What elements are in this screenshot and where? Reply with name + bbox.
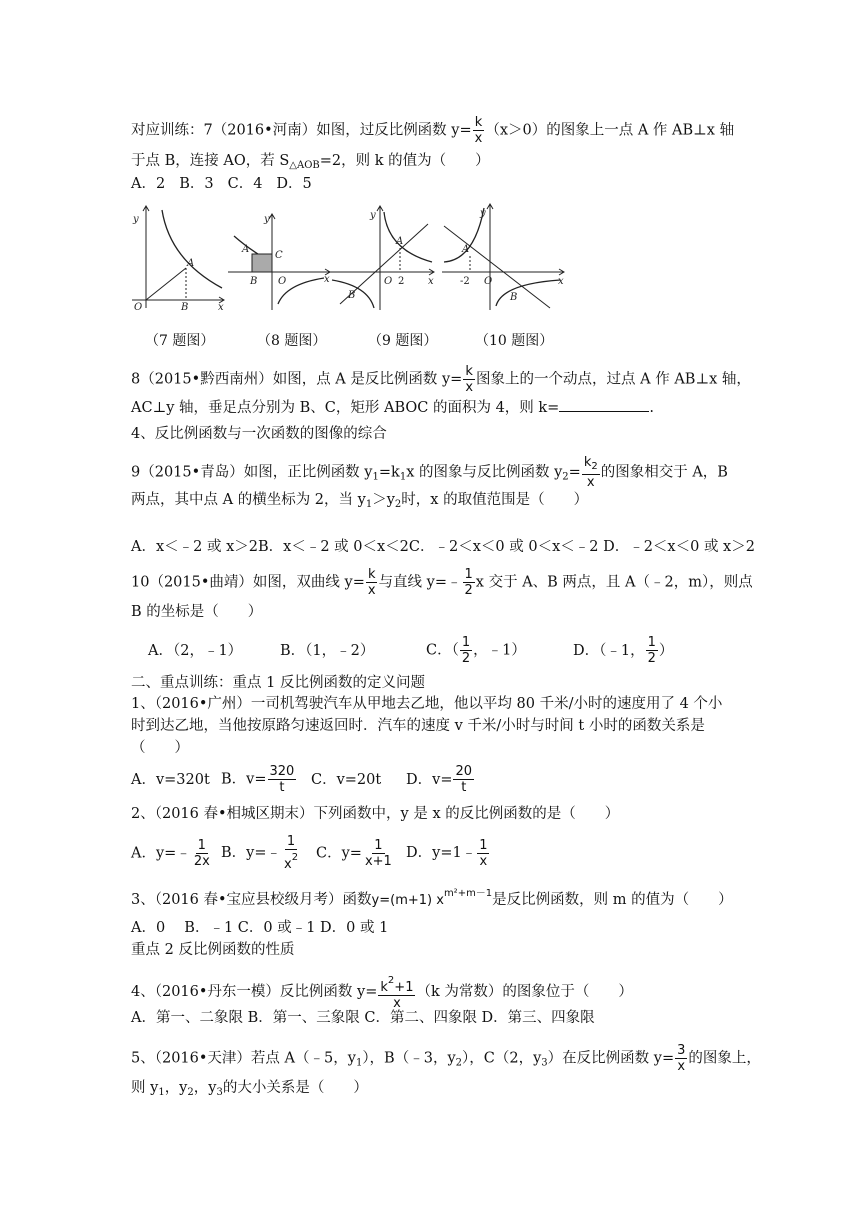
q8-answer-blank[interactable]: [559, 411, 649, 412]
fig10-y-label: y: [480, 208, 486, 219]
q9-line1: 9（2015•青岛）如图，正比例函数 $y_1=k_1x$ 的图象与反比例函数 $y_2=$ $\frac{k_2}{x}$ 的图象相交于 A，B: [131, 455, 728, 490]
fig10-x-label: x: [558, 276, 564, 287]
fig10-b-label: B: [510, 292, 518, 303]
fig8-x-label: x: [324, 274, 330, 285]
q10-option-a: A．（2，﹣1）: [148, 642, 243, 659]
q7-option-a: A．2: [131, 176, 166, 192]
q10-fraction-1: $\frac{k}{x}$: [367, 567, 376, 598]
fig9-y-label: y: [370, 210, 376, 221]
q7-line1: [131, 115, 734, 146]
caption-fig9: （9 题图）: [368, 333, 438, 349]
q7-option-d: D．5: [276, 176, 312, 192]
figure-10: [440, 200, 570, 312]
fig10-tick-label: -2: [460, 276, 470, 287]
fig10-a-label: A: [462, 244, 470, 255]
fig7-b-label: B: [181, 302, 189, 312]
fig10-origin-label: O: [484, 276, 493, 287]
p1-option-a: A．v=320t: [131, 771, 210, 788]
q8-fraction: $\frac{k}{x}$: [465, 364, 474, 395]
q8-line2: AC⊥y 轴，垂足点分别为 B、C，矩形 ABOC 的面积为 4，则 k= .: [131, 400, 654, 416]
fig7-x-label: x: [218, 302, 224, 312]
q8-number: 8: [131, 371, 141, 388]
q10-line2: B 的坐标是（ ）: [131, 604, 263, 620]
p1-option-d: D．v= $\frac{20}{t}$: [406, 764, 473, 795]
q7-option-c: C．4: [227, 176, 263, 192]
section-4-heading: 4、反比例函数与一次函数的图像的综合: [131, 426, 387, 442]
p2-option-b: B．y=﹣ $\frac{1}{x^2}$: [221, 834, 299, 872]
fig7-y-label: y: [133, 214, 139, 225]
fig7-origin-label: O: [134, 302, 143, 312]
q7-line2: 于点 B，连接 AO，若 $S_{\triangle AOB}=2$，则 k 的值为（ ）: [131, 153, 490, 171]
caption-fig7: （7 题图）: [145, 333, 215, 349]
p5-line1: 5、（2016•天津）若点 A（﹣5，$y_1$），B（﹣3，$y_2$），C（2，$y_3$）在反比例函数 y= $\frac{3}{x}$ 的图象上，: [131, 1043, 761, 1074]
q9-number: 9: [131, 464, 141, 481]
fig7-a-label: A: [187, 258, 195, 269]
fig9-tick-label: 2: [398, 276, 405, 287]
p3-line1: 3、（2016 春•宝应县校级月考）函数y=(m+1) $x^{m^2+m-1}$是反比例函数，则 m 的值为（ ）: [131, 888, 733, 908]
q7-option-b: B．3: [179, 176, 214, 192]
q8-line1: 8（2015•黔西南州）如图，点 A 是反比例函数 y= $\frac{k}{x}$ 图象上的一个动点，过点 A 作 AB⊥x 轴，: [131, 364, 751, 395]
q7-fraction: $\frac{k}{x}$: [474, 115, 483, 146]
q10-options: [148, 635, 673, 666]
fig8-y-label: y: [264, 214, 270, 225]
p1-options: [131, 764, 475, 795]
fig8-c-label: C: [275, 250, 283, 261]
q9-options: A．x＜﹣2 或 x＞2B．x＜﹣2 或 0＜x＜2C．﹣2＜x＜0 或 0＜x＜﹣2 D．﹣2＜x＜0 或 x＞2: [131, 539, 755, 555]
q10-number: 10: [131, 574, 150, 591]
p1-line3: （ ）: [131, 740, 189, 756]
q10-option-b: B．（1，﹣2）: [280, 642, 375, 659]
fig8-origin-label: O: [278, 276, 287, 287]
q10-fraction-2: $\frac{1}{2}$: [464, 567, 473, 598]
q10-option-d: D．（﹣1， $\frac{1}{2}$ ）: [573, 635, 674, 666]
p1-option-c: C．v=20t: [311, 771, 382, 788]
p2-option-a: A．y=﹣ $\frac{1}{2x}$: [131, 837, 210, 869]
p1-option-b: B．v= $\frac{320}{t}$: [221, 764, 295, 795]
fig9-origin-label: O: [384, 276, 393, 287]
q7-prefix: 对应训练：: [131, 122, 204, 139]
point-2-heading: 重点 2 反比例函数的性质: [131, 942, 295, 958]
section-2-heading: 二、重点训练：重点 1 反比例函数的定义问题: [131, 675, 425, 691]
figure-7: [128, 200, 228, 312]
q10-line1: 10（2015•曲靖）如图，双曲线 y= $\frac{k}{x}$ 与直线 y=﹣ $\frac{1}{2}$ x 交于 A、B 两点，且 A（﹣2，m），则点: [131, 567, 753, 598]
figure-9: [328, 200, 440, 312]
figure-8: [224, 200, 334, 312]
fig9-x-label: x: [428, 276, 434, 287]
p4-options: A．第一、二象限 B．第一、三象限 C．第二、四象限 D．第三、四象限: [131, 1010, 595, 1026]
fig8-a-label: A: [242, 244, 250, 255]
fig9-b-label: B: [348, 290, 356, 301]
p5-fraction: $\frac{3}{x}$: [677, 1043, 686, 1074]
p4-line1: 4、（2016•丹东一模）反比例函数 y= $\frac{k^2+1}{x}$ （k 为常数）的图象位于（ ）: [131, 975, 633, 1011]
q7-options: [131, 174, 326, 194]
p2-line1: 2、（2016 春•相城区期末）下列函数中，y 是 x 的反比例函数的是（ ）: [131, 806, 620, 822]
q7-number: 7: [203, 122, 213, 139]
q9-line2: 两点，其中点 A 的横坐标为 2，当 $y_1>y_2$时，x 的取值范围是（ ）: [131, 492, 589, 510]
p4-fraction: $\frac{k^2+1}{x}$: [380, 975, 414, 1011]
fig8-b-label: B: [250, 276, 258, 287]
p1-line1: 1、（2016•广州）一司机驾驶汽车从甲地去乙地，他以平均 80 千米/小时的速度用了 4 个小: [131, 696, 723, 712]
caption-fig8: （8 题图）: [257, 333, 327, 349]
q9-fraction: $\frac{k_2}{x}$: [583, 455, 598, 490]
q10-option-c: C．（ $\frac{1}{2}$ ，﹣1）: [426, 635, 526, 666]
p5-line2: 则 $y_1$，$y_2$，$y_3$的大小关系是（ ）: [131, 1080, 368, 1098]
q7-tail: （x＞0）的图象上一点 A 作 AB⊥x 轴: [485, 122, 735, 139]
p3-options: A．0 B．﹣1 C．0 或﹣1 D．0 或 1: [131, 920, 389, 936]
p2-option-c: C．y= $\frac{1}{x+1}$: [316, 837, 392, 869]
p2-options: [131, 834, 490, 872]
q7-source: （2016•河南）如图，过反比例函数 y=: [212, 122, 472, 139]
caption-fig10: （10 题图）: [475, 333, 554, 349]
fig9-a-label: A: [396, 236, 404, 247]
p1-line2: 时到达乙地，当他按原路匀速返回时．汽车的速度 v 千米/小时与时间 t 小时的函数关系是: [131, 718, 705, 734]
p2-option-d: D．y=1﹣ $\frac{1}{x}$: [406, 837, 488, 869]
